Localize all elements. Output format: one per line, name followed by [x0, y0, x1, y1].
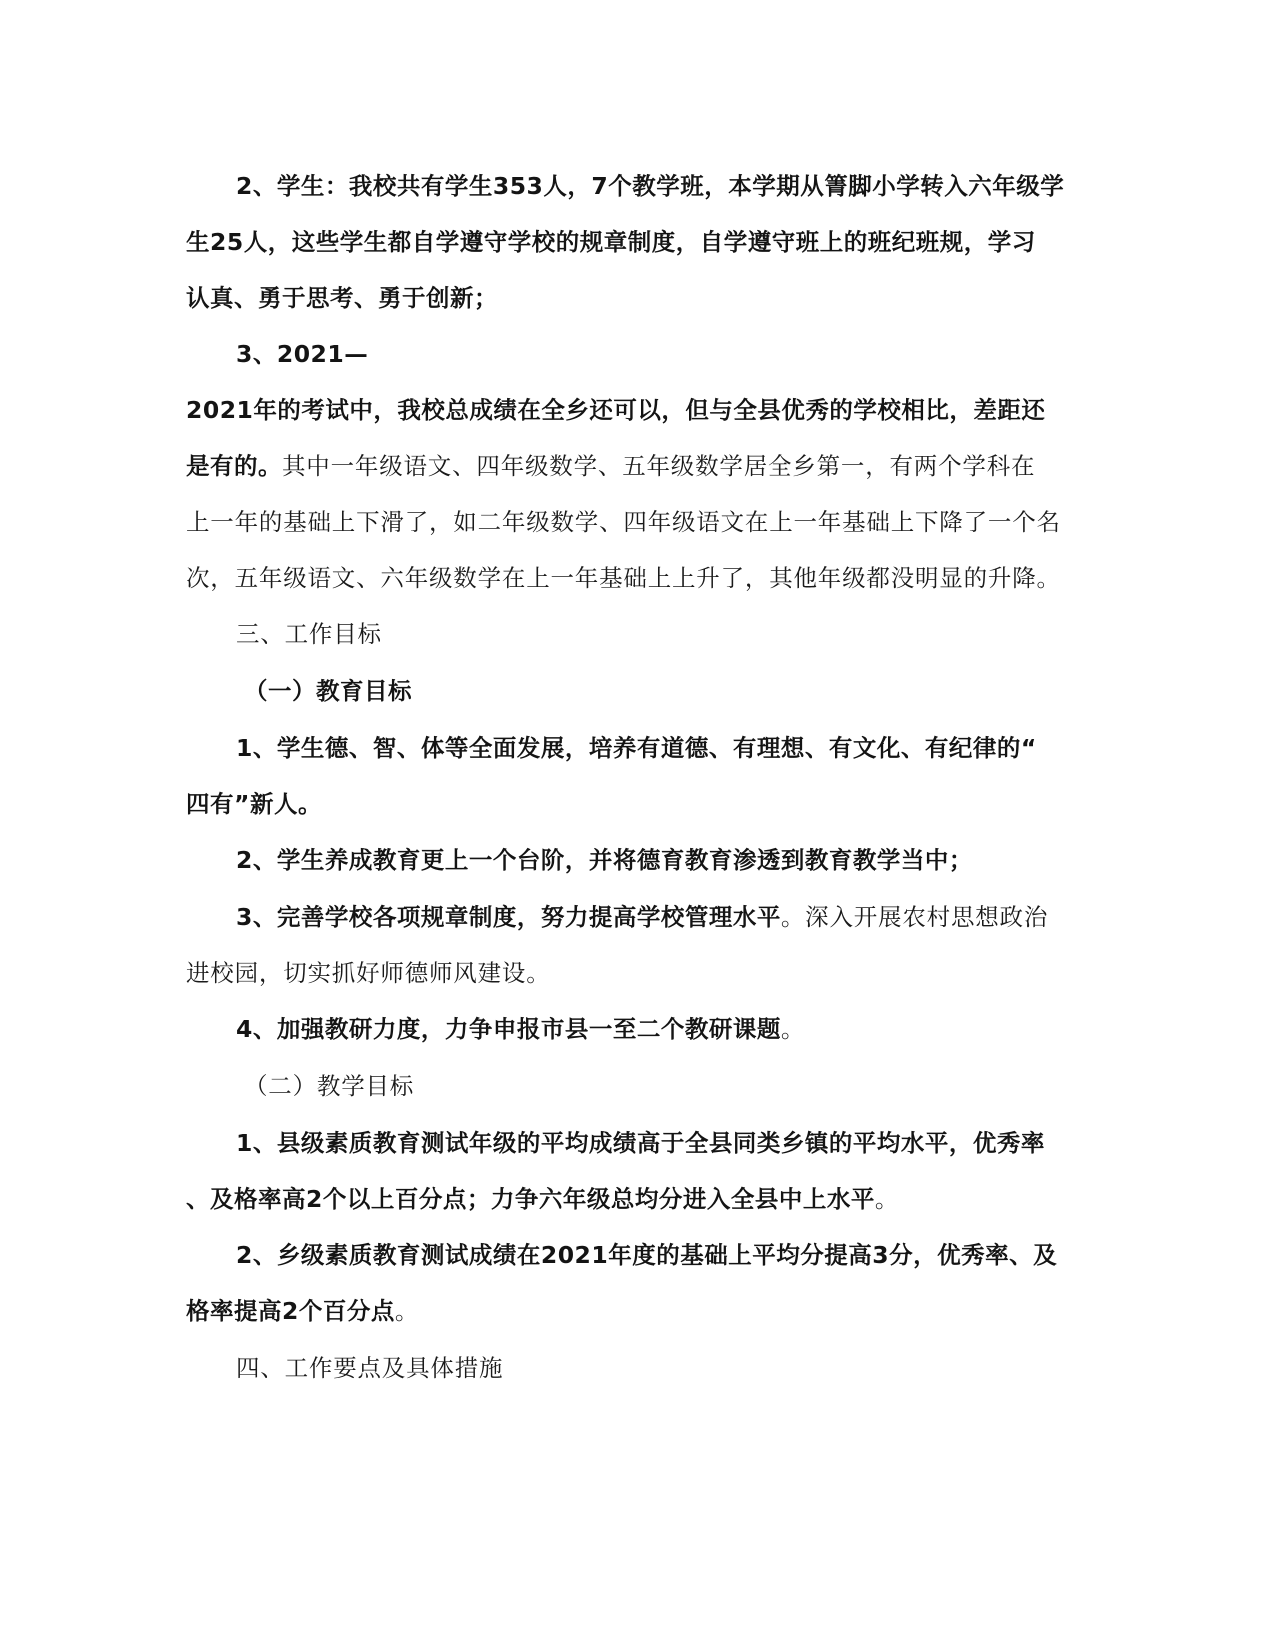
paragraph-line — [236, 832, 973, 888]
line-text: 3、完善学校各项规章制度，努力提高学校管理水平 — [236, 903, 781, 931]
paragraph-line — [186, 270, 498, 326]
line-text: 1、县级素质教育测试年级的平均成绩高于全县同类乡镇的平均水平，优秀率 — [236, 1129, 1045, 1157]
line-text: 1、学生德、智、体等全面发展，培养有道德、有理想、有文化、有纪律的“ — [236, 734, 1037, 762]
paragraph-line — [236, 1001, 805, 1057]
line-text: 上一年的基础上下滑了，如二年级数学、四年级语文在上一年基础上下降了一个名 — [186, 508, 1061, 536]
line-text: 四、工作要点及具体措施 — [236, 1354, 504, 1382]
line-text: 、及格率高2个以上百分点；力争六年级总均分进入全县中上水平 — [186, 1185, 875, 1213]
paragraph-line — [186, 945, 551, 1001]
line-text: 2、学生养成教育更上一个台阶，并将德育教育渗透到教育教学当中； — [236, 846, 973, 874]
section-heading — [236, 1340, 503, 1396]
line-text: 2、学生：我校共有学生353人，7个教学班，本学期从箐脚小学转入六年级学 — [236, 172, 1065, 200]
subsection-heading — [244, 1058, 414, 1114]
line-text: 2、乡级素质教育测试成绩在2021年度的基础上平均分提高3分，优秀率、及 — [236, 1241, 1058, 1269]
line-text: 格率提高2个百分点 — [186, 1297, 395, 1325]
line-text: （二）教学目标 — [244, 1072, 415, 1100]
line-text: 4、加强教研力度，力争申报市县一至二个教研课题 — [236, 1015, 781, 1043]
paragraph-line — [186, 382, 1045, 438]
paragraph-line — [186, 776, 322, 832]
paragraph-line — [236, 1115, 1045, 1171]
paragraph-line — [236, 158, 1064, 214]
line-text: 三、工作目标 — [236, 620, 382, 648]
line-text: 次，五年级语文、六年级数学在上一年基础上上升了，其他年级都没明显的升降。 — [186, 564, 1061, 592]
paragraph-line — [186, 1283, 419, 1339]
paragraph-line — [236, 720, 1037, 776]
paragraph-line — [186, 550, 1061, 606]
paragraph-line — [236, 889, 1048, 945]
line-text: 。 — [394, 1297, 420, 1325]
section-heading — [236, 606, 382, 662]
line-text: 。 — [874, 1185, 900, 1213]
paragraph-line — [186, 1171, 899, 1227]
paragraph-line — [186, 214, 1036, 270]
line-text: 进校园，切实抓好师德师风建设。 — [186, 959, 551, 987]
paragraph-line — [236, 1227, 1057, 1283]
line-text: 四有”新人。 — [186, 790, 322, 818]
line-text: 是有的。 — [186, 452, 282, 480]
paragraph-line — [186, 438, 1035, 494]
line-text: 。深入开展农村思想政治 — [780, 903, 1049, 931]
line-text: 认真、勇于思考、勇于创新； — [186, 284, 498, 312]
line-text: 3、2021— — [236, 340, 369, 368]
paragraph-line — [236, 326, 368, 382]
paragraph-line — [186, 494, 1061, 550]
line-text: 生25人，这些学生都自学遵守学校的规章制度，自学遵守班上的班纪班规，学习 — [186, 228, 1036, 256]
subsection-heading — [244, 663, 412, 719]
line-text: 2021年的考试中，我校总成绩在全乡还可以，但与全县优秀的学校相比，差距还 — [186, 396, 1046, 424]
line-text: 其中一年级语文、四年级数学、五年级数学居全乡第一，有两个学科在 — [282, 452, 1036, 480]
line-text: 。 — [780, 1015, 806, 1043]
line-text: （一）教育目标 — [244, 677, 412, 705]
